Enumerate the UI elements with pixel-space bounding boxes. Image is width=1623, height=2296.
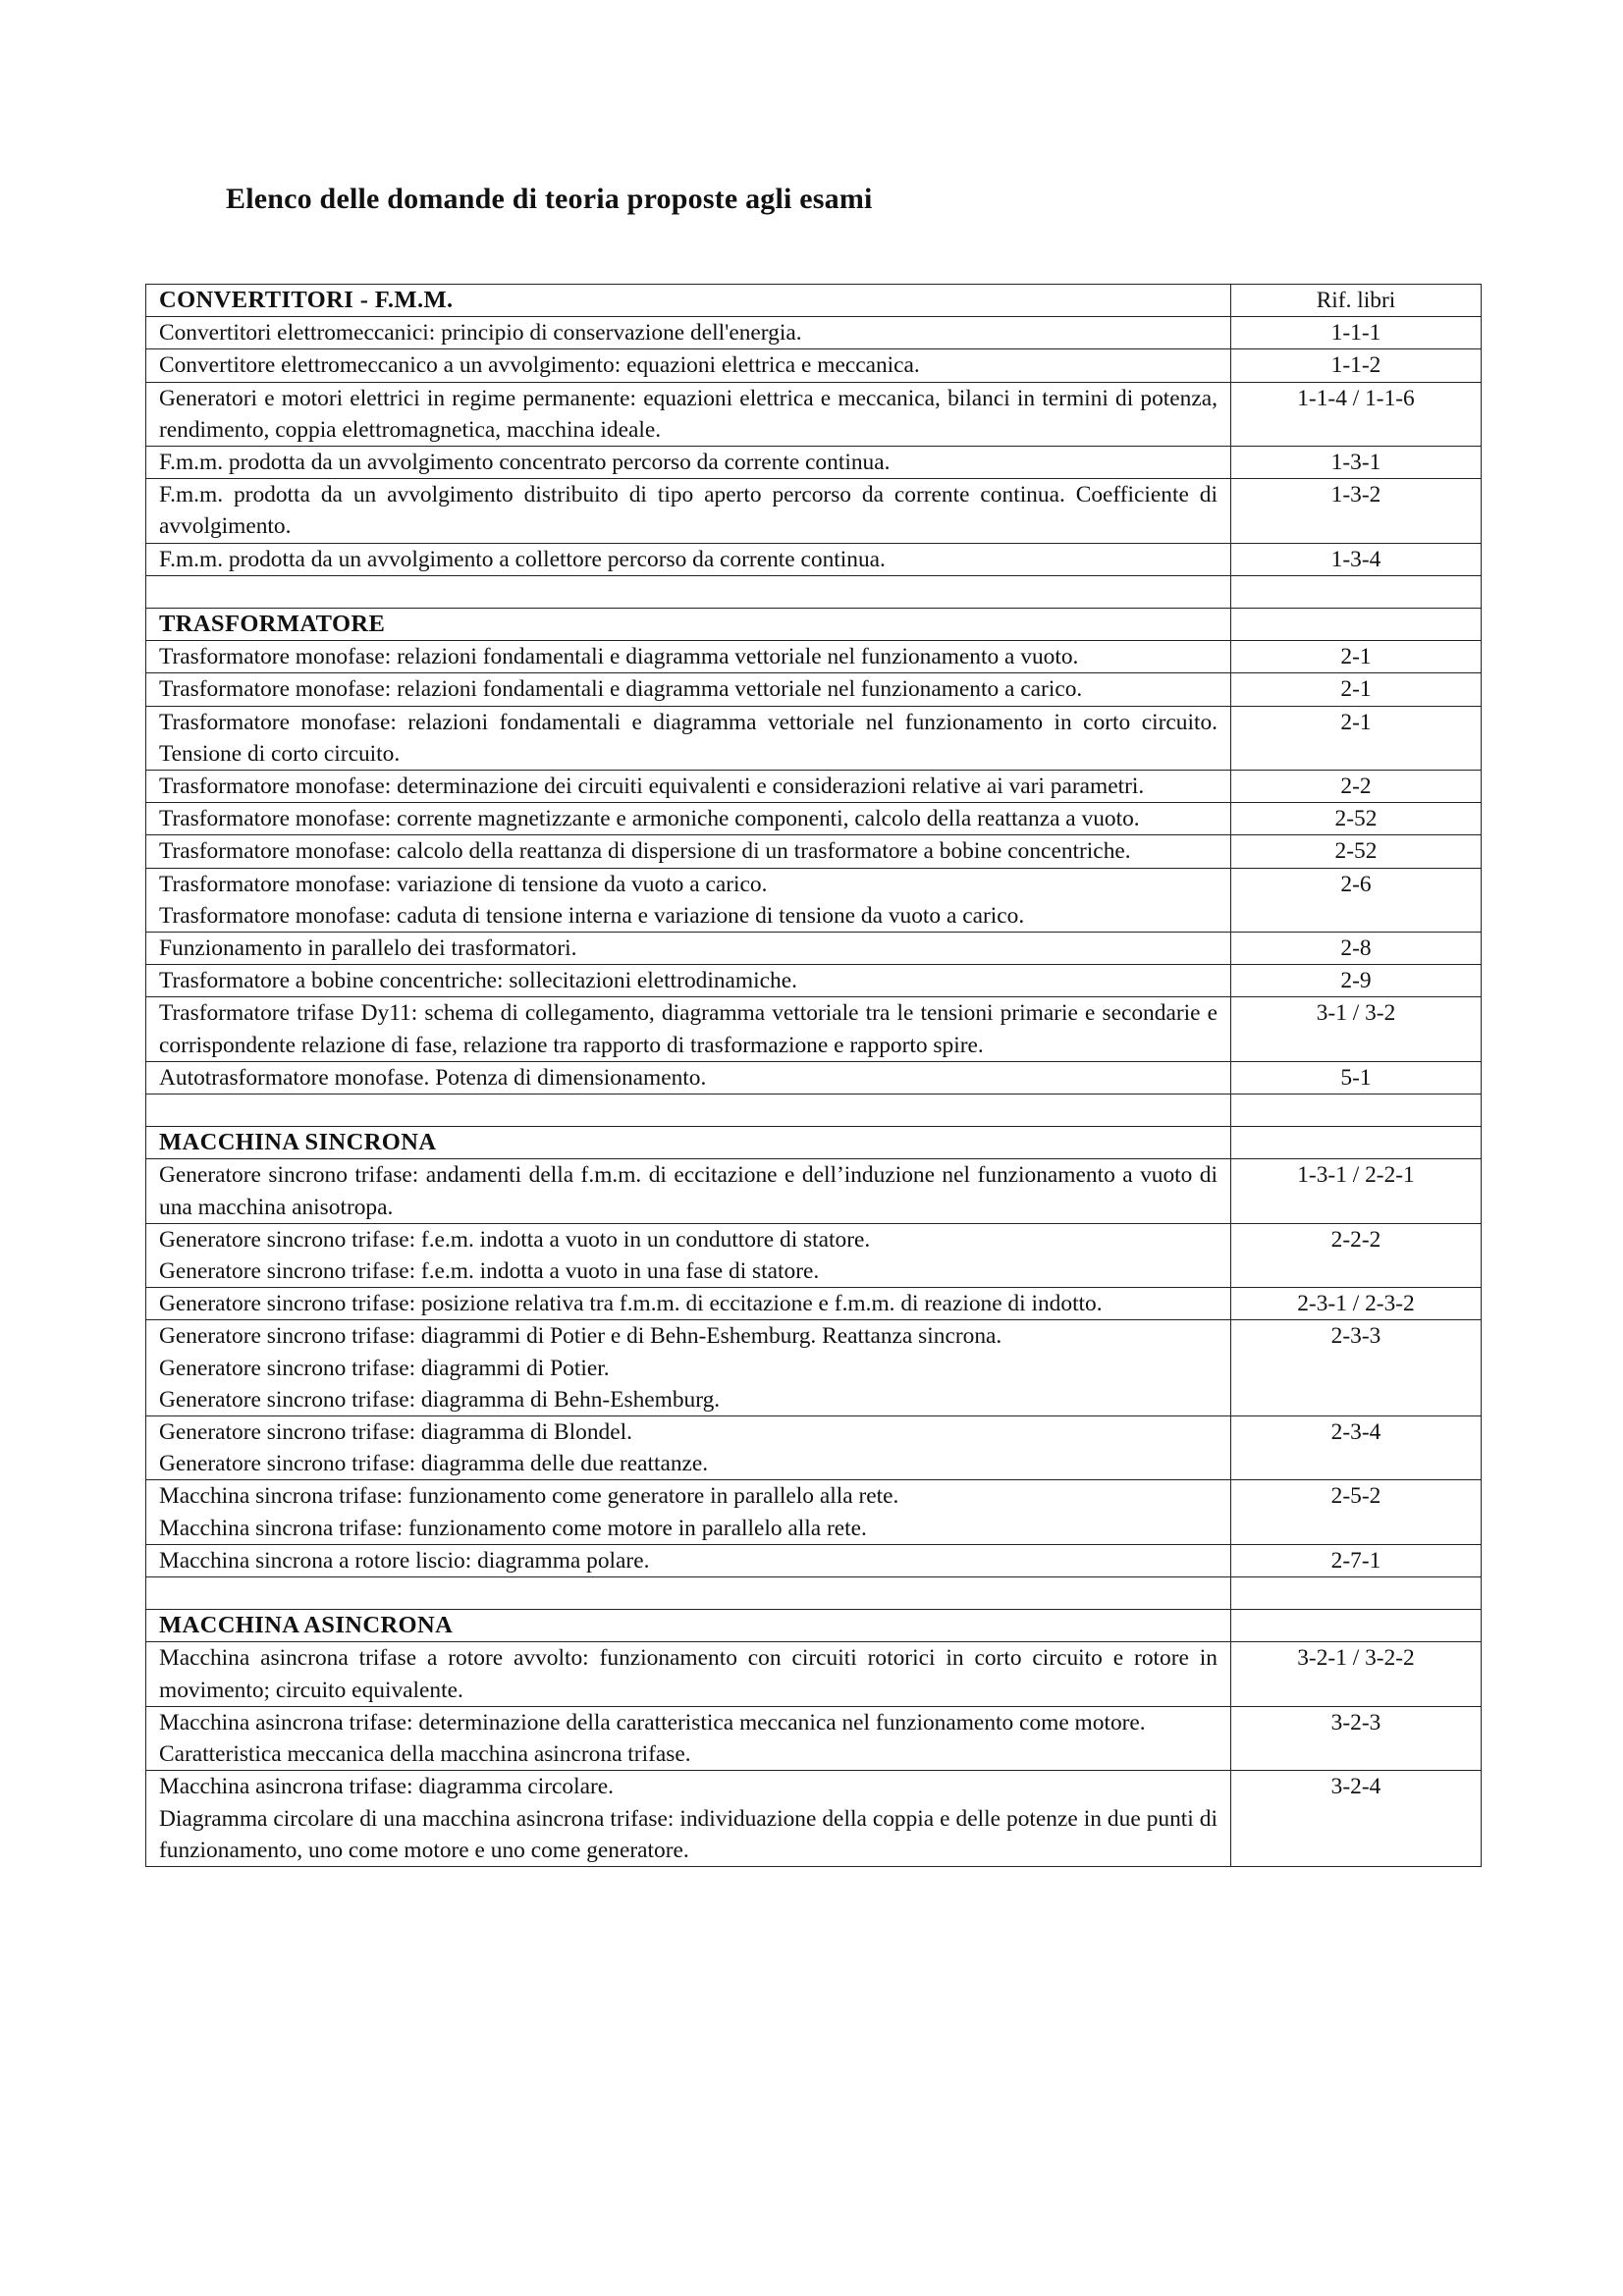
question-line: Trasformatore monofase: relazioni fondamentali e diagramma vettoriale nel funzionamento a vuoto. [159,644,1079,670]
question-line: Caratteristica meccanica della macchina asincrona trifase. [159,1741,691,1768]
question-line: Generatore sincrono trifase: diagrammi di Potier. [159,1355,610,1381]
questions-table [145,284,1482,1867]
question-line: Trasformatore monofase: calcolo della reattanza di dispersione di un trasformatore a bobine concentriche. [159,838,1131,865]
question-line: Macchina sincrona a rotore liscio: diagramma polare. [159,1547,650,1574]
question-line: Macchina asincrona trifase: determinazione della caratteristica meccanica nel funzionamento come motore. [159,1709,1146,1735]
question-text [146,641,1231,673]
section-title: MACCHINA ASINCRONA [146,1610,1231,1642]
question-text [146,803,1231,835]
question-text [146,997,1231,1061]
ref-cell-empty [1231,1610,1482,1642]
question-line: Generatore sincrono trifase: f.e.m. indotta a vuoto in una fase di statore. [159,1258,820,1285]
question-line: Generatori e motori elettrici in regime permanente: equazioni elettrica e meccanica, bilanci in termini di potenza, rendimento, coppia elettromagnetica, macchina ideale. [159,385,1217,443]
table-row [146,1544,1482,1576]
table-row [146,447,1482,479]
spacer-row [146,575,1482,608]
section-header-row [146,1127,1482,1159]
table-row [146,933,1482,965]
book-reference: 1-3-1 / 2-2-1 [1231,1159,1482,1223]
question-text [146,382,1231,446]
question-line: Trasformatore monofase: variazione di tensione da vuoto a carico. [159,871,768,897]
table-row [146,835,1482,868]
question-text [146,1288,1231,1320]
question-line: Trasformatore monofase: relazioni fondamentali e diagramma vettoriale nel funzionamento in corto circuito. Tensione di corto circuito. [159,709,1217,767]
table-row [146,1706,1482,1770]
question-line: Trasformatore monofase: determinazione dei circuiti equivalenti e considerazioni relative ai vari parametri. [159,774,1145,800]
question-text [146,1223,1231,1287]
book-reference: 1-3-1 [1231,447,1482,479]
table-row [146,1771,1482,1867]
question-text [146,1642,1231,1706]
question-text [146,933,1231,965]
question-line: Macchina sincrona trifase: funzionamento come motore in parallelo alla rete. [159,1515,867,1541]
table-row [146,1288,1482,1320]
question-line: Macchina asincrona trifase a rotore avvolto: funzionamento con circuiti rotorici in corto circuito e rotore in movimento; circuito equivalente. [159,1645,1217,1703]
book-reference: 2-5-2 [1231,1480,1482,1544]
question-line: Trasformatore trifase Dy11: schema di collegamento, diagramma vettoriale tra le tensioni primarie e secondarie e corrispondente relazione di fase, relazione tra rapporto di trasformazione e rapporto spire. [159,1000,1217,1058]
question-text [146,447,1231,479]
question-text [146,965,1231,997]
spacer-row [146,1095,1482,1127]
spacer-cell [146,1095,1231,1127]
book-reference: 2-6 [1231,868,1482,932]
question-text [146,1416,1231,1480]
table-row [146,1416,1482,1480]
spacer-cell [146,575,1231,608]
spacer-row [146,1577,1482,1610]
table-row [146,1061,1482,1094]
question-line: Convertitori elettromeccanici: principio di conservazione dell'energia. [159,320,802,347]
question-line: Convertitore elettromeccanico a un avvolgimento: equazioni elettrica e meccanica. [159,352,920,379]
book-reference: 2-9 [1231,965,1482,997]
question-text [146,1544,1231,1576]
book-reference: 3-2-4 [1231,1771,1482,1867]
book-reference: 2-3-3 [1231,1320,1482,1416]
table-row [146,479,1482,543]
question-line: F.m.m. prodotta da un avvolgimento concentrato percorso da corrente continua. [159,450,891,476]
question-text [146,1320,1231,1416]
question-text [146,868,1231,932]
question-line: Trasformatore monofase: caduta di tensione interna e variazione di tensione da vuoto a carico. [159,902,1025,929]
section-title: CONVERTITORI - F.M.M. [146,285,1231,317]
table-row [146,382,1482,446]
ref-column-header: Rif. libri [1231,285,1482,317]
book-reference: 3-2-1 / 3-2-2 [1231,1642,1482,1706]
book-reference: 2-8 [1231,933,1482,965]
question-line: Autotrasformatore monofase. Potenza di dimensionamento. [159,1064,707,1091]
question-line: Diagramma circolare di una macchina asincrona trifase: individuazione della coppia e delle potenze in due punti di funzionamento, uno come motore e uno come generatore. [159,1805,1217,1863]
book-reference: 1-1-2 [1231,349,1482,382]
table-row [146,543,1482,575]
question-line: Trasformatore a bobine concentriche: sollecitazioni elettrodinamiche. [159,968,797,994]
table-row [146,706,1482,770]
question-text [146,349,1231,382]
question-text [146,1159,1231,1223]
question-text [146,1061,1231,1094]
section-header-row [146,609,1482,641]
section-title: MACCHINA SINCRONA [146,1127,1231,1159]
spacer-cell [146,1577,1231,1610]
table-row [146,965,1482,997]
book-reference: 2-1 [1231,706,1482,770]
book-reference: 2-1 [1231,673,1482,706]
question-line: Macchina sincrona trifase: funzionamento come generatore in parallelo alla rete. [159,1483,899,1510]
table-row [146,349,1482,382]
book-reference: 2-7-1 [1231,1544,1482,1576]
question-text [146,771,1231,803]
table-row [146,771,1482,803]
question-line: Trasformatore monofase: corrente magnetizzante e armoniche componenti, calcolo della reattanza a vuoto. [159,806,1140,832]
table-row [146,1223,1482,1287]
question-line: F.m.m. prodotta da un avvolgimento distribuito di tipo aperto percorso da corrente continua. Coefficiente di avvolgimento. [159,482,1217,540]
question-line: Generatore sincrono trifase: diagramma di Blondel. [159,1419,632,1446]
question-line: Generatore sincrono trifase: posizione relativa tra f.m.m. di eccitazione e f.m.m. di reazione di indotto. [159,1291,1103,1317]
section-header-row [146,1610,1482,1642]
ref-cell-empty [1231,1127,1482,1159]
table-row [146,1480,1482,1544]
spacer-cell [1231,1577,1482,1610]
book-reference: 1-3-4 [1231,543,1482,575]
question-line: Trasformatore monofase: relazioni fondamentali e diagramma vettoriale nel funzionamento a carico. [159,676,1083,703]
question-line: Generatore sincrono trifase: diagramma delle due reattanze. [159,1451,709,1477]
table-row [146,1159,1482,1223]
book-reference: 2-52 [1231,835,1482,868]
question-text [146,835,1231,868]
question-text [146,317,1231,349]
spacer-cell [1231,1095,1482,1127]
table-row [146,673,1482,706]
question-text [146,543,1231,575]
table-row [146,997,1482,1061]
book-reference: 5-1 [1231,1061,1482,1094]
question-line: Macchina asincrona trifase: diagramma circolare. [159,1774,615,1800]
book-reference: 1-1-1 [1231,317,1482,349]
book-reference: 3-2-3 [1231,1706,1482,1770]
question-text [146,479,1231,543]
question-line: Generatore sincrono trifase: f.e.m. indotta a vuoto in un conduttore di statore. [159,1226,871,1253]
question-line: Generatore sincrono trifase: andamenti della f.m.m. di eccitazione e dell’induzione nel funzionamento a vuoto di una macchina anisotropa. [159,1162,1217,1220]
book-reference: 3-1 / 3-2 [1231,997,1482,1061]
table-row [146,317,1482,349]
page-title: Elenco delle domande di teoria proposte agli esami [226,183,873,215]
book-reference: 2-52 [1231,803,1482,835]
question-line: Funzionamento in parallelo dei trasformatori. [159,935,577,962]
question-text [146,1480,1231,1544]
section-title: TRASFORMATORE [146,609,1231,641]
ref-cell-empty [1231,609,1482,641]
table-row [146,868,1482,932]
question-text [146,1706,1231,1770]
question-line: Generatore sincrono trifase: diagrammi di Potier e di Behn-Eshemburg. Reattanza sincrona. [159,1323,1002,1350]
book-reference: 1-1-4 / 1-1-6 [1231,382,1482,446]
book-reference: 2-3-4 [1231,1416,1482,1480]
question-line: F.m.m. prodotta da un avvolgimento a collettore percorso da corrente continua. [159,546,886,572]
question-text [146,673,1231,706]
table-row [146,803,1482,835]
table-row [146,641,1482,673]
question-text [146,706,1231,770]
table-row [146,1320,1482,1416]
table-row [146,1642,1482,1706]
book-reference: 2-2 [1231,771,1482,803]
section-header-row [146,285,1482,317]
book-reference: 2-3-1 / 2-3-2 [1231,1288,1482,1320]
book-reference: 1-3-2 [1231,479,1482,543]
book-reference: 2-2-2 [1231,1223,1482,1287]
spacer-cell [1231,575,1482,608]
question-text [146,1771,1231,1867]
question-line: Generatore sincrono trifase: diagramma di Behn-Eshemburg. [159,1386,721,1413]
book-reference: 2-1 [1231,641,1482,673]
